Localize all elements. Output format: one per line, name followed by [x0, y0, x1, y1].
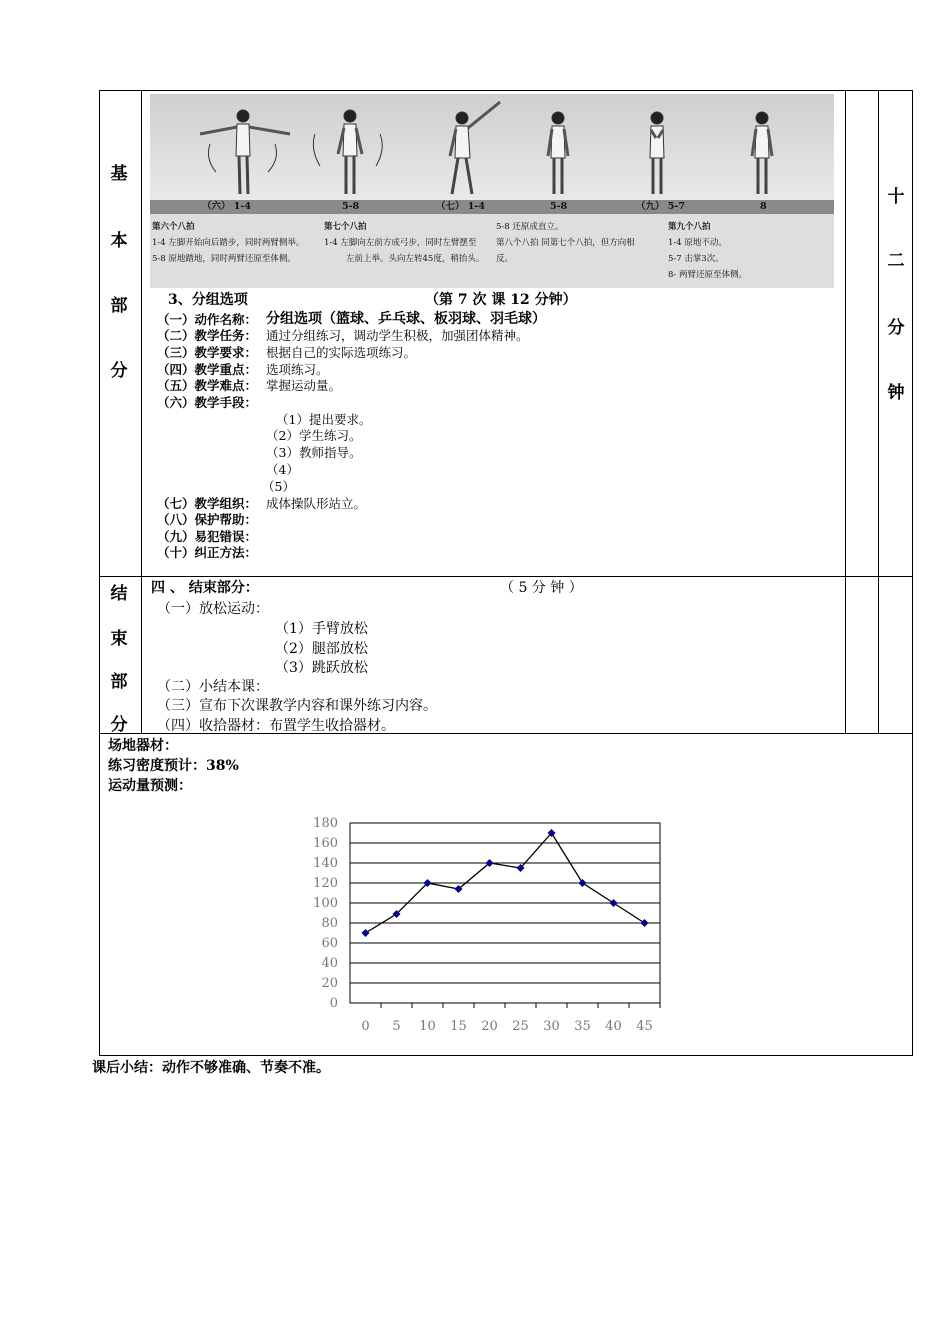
x-tick-label: 25 — [512, 1019, 529, 1034]
col-divider-a — [845, 90, 846, 733]
table-border-bottom — [99, 1055, 913, 1056]
y-tick-label: 160 — [313, 836, 338, 851]
caption-line: 左前上举。头向左转45度，稍抬头。 — [346, 254, 485, 264]
col-divider-label — [141, 90, 142, 733]
method-line: （5） — [262, 479, 295, 494]
y-tick-label: 60 — [321, 936, 338, 951]
label-char: 部 — [110, 296, 128, 316]
y-tick-label: 100 — [313, 896, 338, 911]
item-label: （九）易犯错误： — [157, 529, 258, 544]
y-tick-label: 20 — [321, 976, 338, 991]
x-tick-label: 45 — [636, 1019, 653, 1034]
y-tick-label: 120 — [313, 876, 338, 891]
time-char: 钟 — [887, 383, 905, 403]
table-border-right — [912, 90, 913, 1056]
end-line: （一）放松运动： — [157, 601, 269, 617]
item-value: 根据自己的实际选项练习。 — [266, 345, 417, 360]
data-point — [579, 879, 587, 887]
x-tick-label: 5 — [392, 1019, 401, 1034]
y-tick-label: 180 — [313, 816, 338, 831]
density-row — [108, 756, 239, 776]
figure-icon — [650, 112, 664, 194]
y-tick-label: 140 — [313, 856, 338, 871]
item-label: （七）教学组织： — [157, 496, 258, 511]
item-value: 成体操队形站立。 — [266, 496, 367, 511]
item-label: （二）教学任务： — [157, 328, 258, 343]
x-tick-label: 0 — [361, 1019, 370, 1034]
end-line: （二）小结本课： — [157, 679, 269, 695]
step-label: （七） 1-4 — [436, 201, 485, 212]
density-label: 练习密度预计： — [108, 758, 206, 774]
figure-icon — [313, 110, 382, 194]
step-label: 8 — [760, 201, 767, 212]
group-heading: 3、分组选项 — [168, 292, 248, 308]
x-tick-label: 20 — [481, 1019, 498, 1034]
label-char: 结 — [110, 584, 128, 604]
table-border-top — [99, 90, 913, 91]
label-char: 本 — [110, 231, 128, 251]
data-point — [610, 899, 618, 907]
figure-icon — [200, 110, 290, 194]
caption-line: 1-4 左脚开始向后踏步，同时两臂侧举。 — [152, 238, 305, 248]
load-chart — [300, 810, 680, 1040]
caption-line: 1-4 原地不动。 — [668, 238, 727, 248]
exercise-illustration — [150, 94, 834, 288]
caption-line: 第八个八拍 同第七个八拍，但方向相 — [496, 238, 635, 248]
x-tick-label: 15 — [450, 1019, 467, 1034]
figure-icon — [548, 112, 568, 194]
x-tick-label: 30 — [543, 1019, 560, 1034]
illustration-stage — [150, 94, 834, 200]
group-period: （第 7 次 课 12 分钟） — [425, 292, 577, 308]
post-class-summary: 课后小结：动作不够准确、节奏不准。 — [92, 1060, 330, 1076]
x-tick-label: 40 — [605, 1019, 622, 1034]
end-line: （四）收拾器材：布置学生收拾器材。 — [157, 718, 395, 734]
time-char: 二 — [887, 251, 905, 271]
label-char: 束 — [110, 629, 128, 649]
data-point — [641, 919, 649, 927]
caption-line: 5-8 原地踏地，同时两臂还原至体侧。 — [152, 254, 296, 264]
caption-line: 第九个八拍 — [668, 222, 711, 232]
caption-line: 反。 — [496, 254, 514, 264]
label-char: 分 — [110, 361, 128, 381]
label-char: 部 — [110, 672, 128, 692]
caption-line: 1-4 左脚向左前方成弓步，同时左臂摆至 — [324, 238, 477, 248]
item-label: （一）动作名称： — [157, 312, 258, 327]
item-value: 选项练习。 — [266, 362, 329, 377]
item-label: （十）纠正方法： — [157, 545, 258, 560]
caption-line: 8- 两臂还原至体侧。 — [668, 270, 747, 280]
method-line: （4） — [266, 462, 299, 477]
caption-line: 5-7 击掌3次。 — [668, 254, 724, 264]
label-char: 基 — [110, 164, 128, 184]
data-point — [362, 929, 370, 937]
illustration-label-strip — [150, 200, 834, 214]
venue-label: 场地器材： — [108, 738, 178, 754]
item-label: （八）保护帮助： — [157, 512, 258, 527]
item-label: （六）教学手段： — [157, 395, 258, 410]
method-line: （3）教师指导。 — [266, 445, 362, 460]
item-value: 通过分组练习，调动学生积极，加强团体精神。 — [266, 328, 529, 343]
y-tick-label: 80 — [321, 916, 338, 931]
step-label: 5-8 — [342, 201, 360, 212]
end-line: （1）手臂放松 — [275, 621, 368, 637]
step-label: 5-8 — [550, 201, 568, 212]
y-tick-label: 0 — [329, 996, 338, 1011]
row-divider-1 — [99, 576, 913, 577]
caption-line: 第七个八拍 — [324, 222, 367, 232]
end-line: （2）腿部放松 — [275, 641, 368, 657]
end-line: （三）宣布下次课教学内容和课外练习内容。 — [157, 698, 437, 714]
time-char: 十 — [887, 187, 905, 207]
time-char: 分 — [887, 318, 905, 338]
label-char: 分 — [110, 715, 128, 735]
x-tick-label: 10 — [419, 1019, 436, 1034]
load-label: 运动量预测： — [108, 778, 192, 794]
end-line: （3）跳跃放松 — [275, 660, 368, 676]
caption-line: 第六个八拍 — [152, 222, 195, 232]
figures-svg — [150, 94, 834, 200]
end-heading: 四 、 结束部分： — [151, 580, 259, 596]
item-value: 掌握运动量。 — [266, 378, 342, 393]
figure-icon — [450, 102, 500, 194]
step-label: （九） 5-7 — [636, 201, 685, 212]
method-line: （2）学生练习。 — [266, 428, 362, 443]
step-label: （六） 1-4 — [202, 201, 251, 212]
density-value: 38% — [206, 758, 239, 774]
item-label: （四）教学重点： — [157, 362, 258, 377]
caption-line: 5-8 还原成直立。 — [496, 222, 564, 232]
figure-icon — [752, 112, 772, 194]
item-label: （三）教学要求： — [157, 345, 258, 360]
item-label: （五）教学难点： — [157, 378, 258, 393]
end-time: （ 5 分 钟 ） — [500, 580, 583, 596]
item-value: 分组选项（篮球、乒乓球、板羽球、羽毛球） — [266, 311, 546, 327]
x-tick-label: 35 — [574, 1019, 591, 1034]
y-tick-label: 40 — [321, 956, 338, 971]
method-line: （1）提出要求。 — [276, 412, 372, 427]
